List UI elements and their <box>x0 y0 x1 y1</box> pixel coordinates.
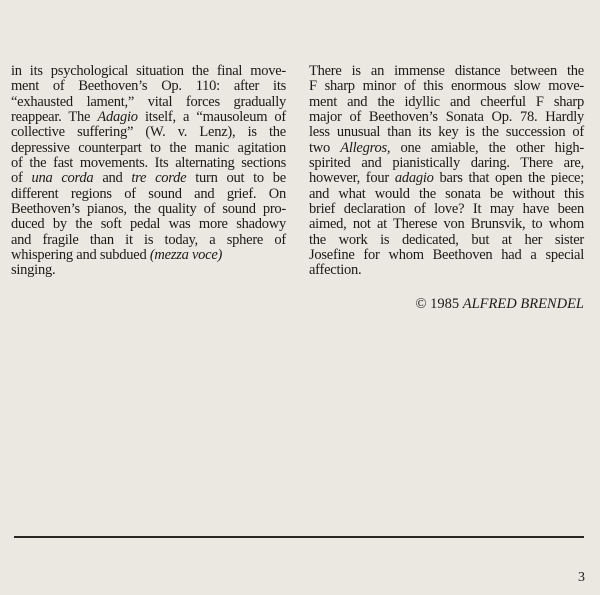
text-segment: There is an immense distance between the <box>309 63 584 79</box>
text-segment: in its psychological situation the final move- <box>11 63 286 79</box>
text-line <box>11 187 286 202</box>
text-line <box>309 233 584 248</box>
text-line <box>11 125 286 140</box>
text-line <box>11 156 286 171</box>
text-segment: affection. <box>309 262 362 279</box>
text-segment: bars that open the piece; <box>433 170 585 187</box>
text-segment: aimed, not at Therese von Brunsvik, to whom <box>309 216 584 233</box>
text-segment: ment and the idyllic and cheerful F sharp <box>309 93 584 110</box>
text-segment: major of Beethoven’s Sonata Op. 78. Hardly <box>309 109 584 126</box>
text-line <box>309 141 584 156</box>
text-segment: and <box>93 170 132 187</box>
text-line <box>11 217 286 232</box>
text-segment: whispering and subdued <box>11 247 150 264</box>
italic-text: tre corde <box>131 170 187 187</box>
text-line <box>309 217 584 232</box>
text-line <box>309 171 584 186</box>
text-segment: one amiable, the other high- <box>390 139 585 156</box>
text-segment: duced by the soft pedal was more shadowy <box>11 216 286 233</box>
text-segment: turn out to be <box>186 170 286 187</box>
text-segment: and fragile than it is today, a sphere of <box>11 231 286 248</box>
copyright-year: © 1985 <box>415 296 463 312</box>
text-segment: singing. <box>11 262 56 279</box>
footer-rule <box>14 536 584 538</box>
text-line <box>309 187 584 202</box>
text-line <box>309 79 584 94</box>
text-segment: of <box>11 170 32 187</box>
italic-text: Adagio <box>97 109 138 126</box>
text-segment: Josefine for whom Beethoven had a special <box>309 247 584 264</box>
text-segment: F sharp minor of this enormous slow move- <box>309 78 584 95</box>
text-segment: depressive counterpart to the manic agitation <box>11 139 286 156</box>
text-line <box>309 64 584 79</box>
text-line <box>309 125 584 140</box>
text-line <box>11 202 286 217</box>
italic-text: (mezza voce) <box>149 247 223 264</box>
text-segment: spirited and pianistically daring. There are, <box>309 155 584 172</box>
text-segment: two <box>309 139 341 156</box>
text-segment: reappear. The <box>11 109 98 126</box>
text-line <box>11 233 286 248</box>
text-line <box>309 95 584 110</box>
italic-text: una corda <box>31 170 94 187</box>
text-line <box>309 202 584 217</box>
italic-text: adagio <box>394 170 434 187</box>
text-segment: and what would the sonata be without this <box>309 185 584 202</box>
text-line <box>309 110 584 125</box>
text-line <box>11 110 286 125</box>
text-line <box>11 141 286 156</box>
right-column-text <box>309 64 584 279</box>
text-segment: however, four <box>309 170 395 187</box>
text-segment: brief declaration of love? It may have been <box>309 201 584 218</box>
text-segment: the work is dedicated, but at her sister <box>309 231 584 248</box>
text-line <box>11 171 286 186</box>
text-line <box>309 156 584 171</box>
text-line <box>11 95 286 110</box>
italic-text: Allegros, <box>340 139 391 156</box>
text-segment: of the fast movements. Its alternating sections <box>11 155 286 172</box>
text-segment: collective suffering” (W. v. Lenz), is the <box>11 124 286 141</box>
text-line <box>11 79 286 94</box>
author-name: ALFRED BRENDEL <box>462 296 584 312</box>
page-number: 3 <box>578 570 585 585</box>
text-segment: ment of Beethoven’s Op. 110: after its <box>11 78 286 95</box>
text-line <box>309 263 584 278</box>
copyright-credit <box>309 296 584 313</box>
text-line <box>309 248 584 263</box>
text-segment: itself, a “mausoleum of <box>137 109 286 126</box>
text-segment: “exhausted lament,” vital forces gradually <box>11 93 286 110</box>
text-segment: less unusual than its key is the succession of <box>309 124 584 141</box>
text-segment: different regions of sound and grief. On <box>11 185 286 202</box>
text-line <box>11 263 286 278</box>
left-column-text <box>11 64 286 279</box>
text-line <box>11 64 286 79</box>
text-line <box>11 248 286 263</box>
text-segment: Beethoven’s pianos, the quality of sound pro- <box>11 201 286 218</box>
